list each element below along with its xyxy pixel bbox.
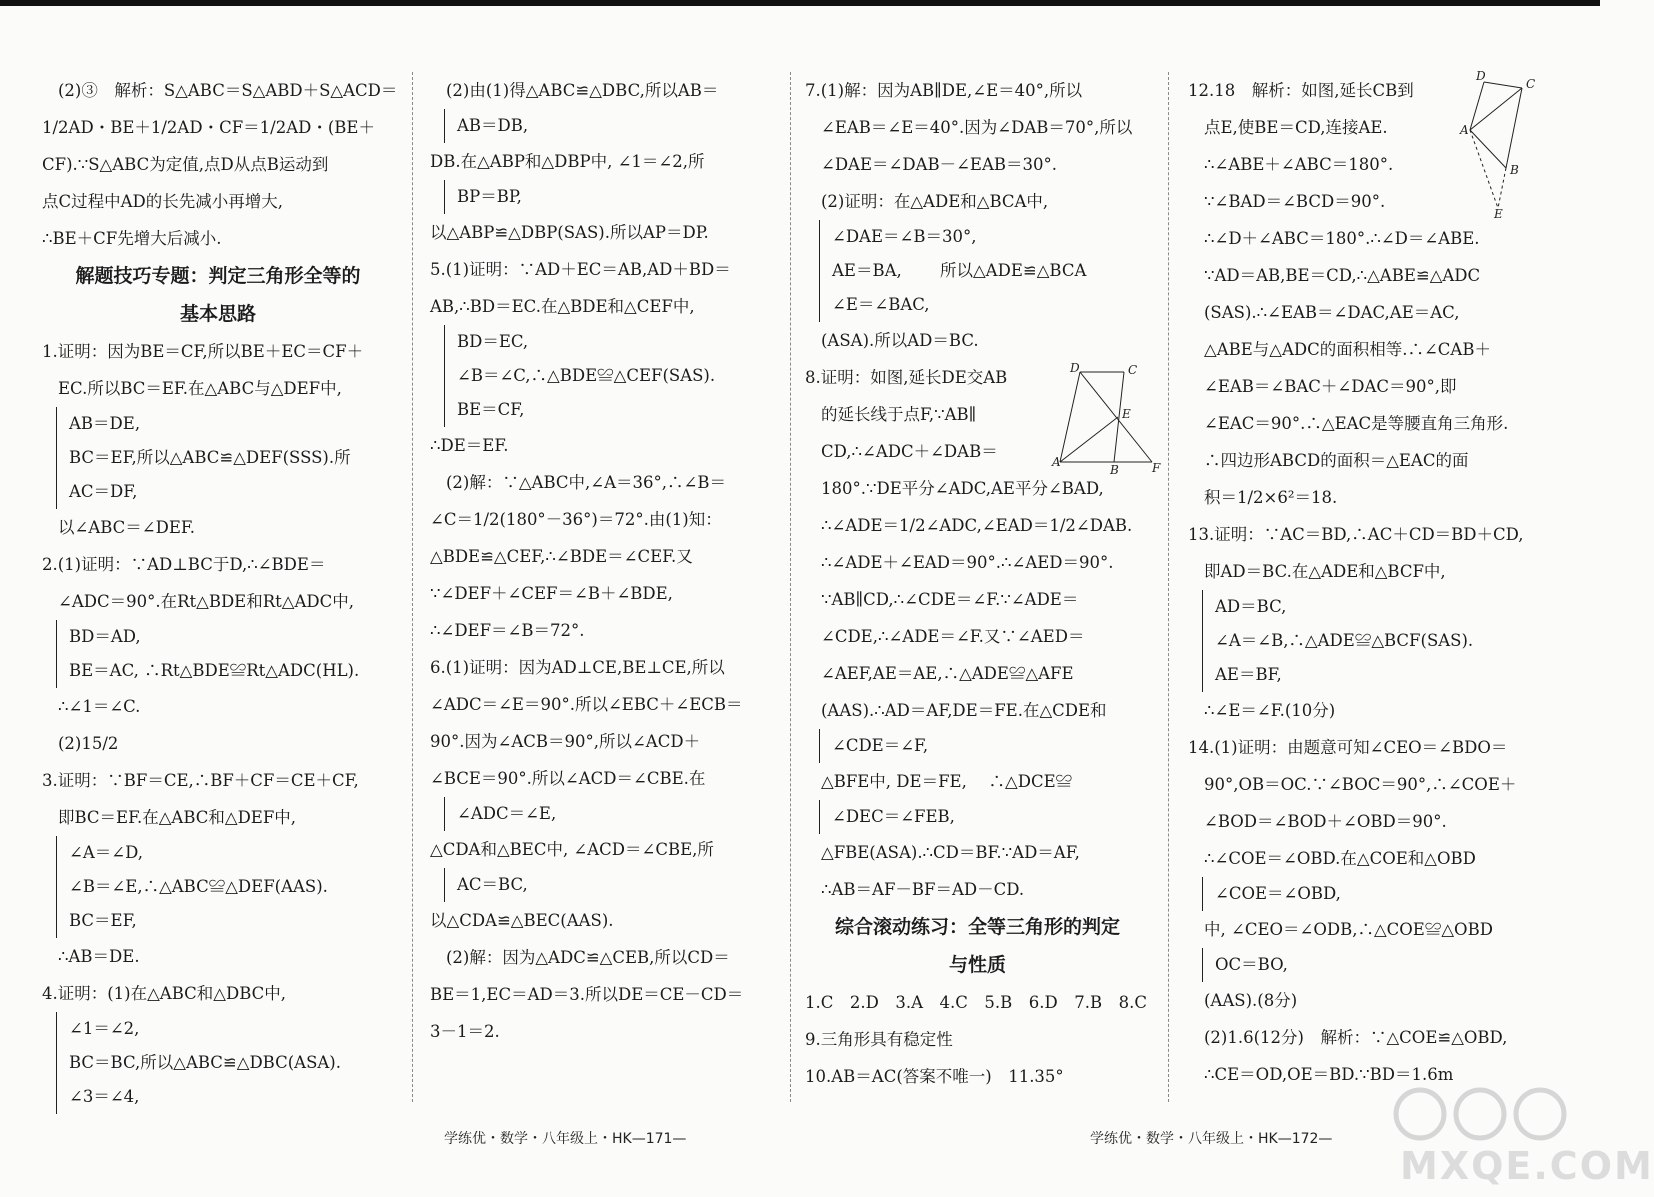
brace-line: ∠A＝∠B,∴△ADE≌△BCF(SAS). <box>1202 624 1543 658</box>
text-line: △BFE中, DE＝FE, ∴△DCE≌ <box>821 772 1073 791</box>
text-line: 7.(1)解：因为AB∥DE,∠E＝40°,所以 <box>805 81 1083 100</box>
section-heading: 与性质 <box>948 954 1006 976</box>
brace-line: ∠B＝∠E,∴△ABC≌△DEF(AAS). <box>56 870 394 904</box>
text-line: ∴∠ADE＋∠EAD＝90°.∴∠AED＝90°. <box>821 553 1114 572</box>
column-divider <box>412 72 413 1102</box>
fig8-label-d: D <box>1070 361 1080 375</box>
text-line: CF).∵S△ABC为定值,点D从点B运动到 <box>42 155 329 174</box>
text-line: ∠EAB＝∠E＝40°.因为∠DAB＝70°,所以 <box>821 118 1133 137</box>
text-line: 3－1＝2. <box>430 1022 500 1041</box>
brace-line: BC＝EF, <box>56 904 394 938</box>
text-line: 即AD＝BC.在△ADE和△BCF中, <box>1204 562 1446 581</box>
text-line: △FBE(ASA).∴CD＝BF.∵AD＝AF, <box>821 843 1080 862</box>
fig12-label-a: A <box>1460 123 1469 137</box>
brace-line: ∠A＝∠D, <box>56 836 394 870</box>
brace-line: AC＝BC, <box>444 868 780 902</box>
column-3 <box>805 72 1150 1095</box>
brace-line: ∠DAE＝∠B＝30°, <box>819 220 1150 254</box>
text-line: 以△ABP≌△DBP(SAS).所以AP＝DP. <box>430 223 709 242</box>
fig8-label-a: A <box>1052 455 1061 469</box>
text-line: ∠ADC＝90°.在Rt△BDE和Rt△ADC中, <box>58 592 354 611</box>
text-line: ∴∠E＝∠F.(10分) <box>1204 701 1336 720</box>
text-line: 5.(1)证明：∵AD＋EC＝AB,AD＋BD＝ <box>430 260 731 279</box>
text-line: ∵AB∥CD,∴∠CDE＝∠F.∵∠ADE＝ <box>821 590 1079 609</box>
text-line: 90°,OB＝OC.∵∠BOC＝90°,∴∠COE＋ <box>1204 775 1517 794</box>
brace-line: ∠COE＝∠OBD, <box>1202 877 1543 911</box>
brace-line: AB＝DE, <box>56 407 394 441</box>
figure-problem-8 <box>1052 361 1164 477</box>
brace-line: BC＝BC,所以△ABC≌△DBC(ASA). <box>56 1046 394 1080</box>
page-footer-right: 学练优・数学・八年级上・HK—172— <box>1090 1131 1333 1147</box>
brace-line: BC＝EF,所以△ABC≌△DEF(SSS).所 <box>56 441 394 475</box>
text-line: (AAS).(8分) <box>1204 991 1298 1010</box>
text-line: 8.证明：如图,延长DE交AB <box>805 368 1008 387</box>
fig12-label-c: C <box>1526 77 1536 91</box>
text-line: 2.(1)证明：∵AD⊥BC于D,∴∠BDE＝ <box>42 555 326 574</box>
text-line: ∴CE＝OD,OE＝BD.∵BD＝1.6m <box>1204 1065 1454 1084</box>
fig12-label-e: E <box>1494 207 1503 221</box>
column-divider <box>1168 72 1169 1102</box>
text-line: (2)1.6(12分) 解析：∵△COE≌△OBD, <box>1204 1028 1508 1047</box>
text-line: ∵∠BAD＝∠BCD＝90°. <box>1204 192 1386 211</box>
brace-line: ∠CDE＝∠F, <box>819 729 1150 763</box>
figure-problem-12 <box>1460 68 1560 221</box>
text-line: ∠BOD＝∠BOD＋∠OBD＝90°. <box>1204 812 1447 831</box>
watermark-text: MXQE.COM <box>1400 1144 1654 1188</box>
text-line: (2)证明：在△ADE和△BCA中, <box>821 192 1049 211</box>
text-line: ∠ADC＝∠E＝90°.所以∠EBC＋∠ECB＝ <box>430 695 743 714</box>
text-line: AB,∴BD＝EC.在△BDE和△CEF中, <box>430 297 695 316</box>
brace-line: BD＝EC, <box>444 325 780 359</box>
brace-line: BE＝AC, ∴Rt△BDE≌Rt△ADC(HL). <box>56 654 394 688</box>
text-line: ∠EAB＝∠BAC＋∠DAC＝90°,即 <box>1204 377 1457 396</box>
text-line: (2)15/2 <box>58 734 119 753</box>
text-line: △ABE与△ADC的面积相等.∴∠CAB＋ <box>1204 340 1491 359</box>
text-line: ∴BE＋CF先增大后减小. <box>42 229 222 248</box>
brace-line: BD＝AD, <box>56 620 394 654</box>
text-line: 9.三角形具有稳定性 <box>805 1030 953 1049</box>
fig8-label-f: F <box>1152 461 1161 475</box>
text-line: (2)③ 解析：S△ABC＝S△ABD＋S△ACD＝ <box>58 81 398 100</box>
text-line: ∴∠DEF＝∠B＝72°. <box>430 621 585 640</box>
brace-line: AE＝BA, 所以△ADE≌△BCA <box>819 254 1150 288</box>
text-line: 12.18 解析：如图,延长CB到 <box>1188 81 1414 100</box>
text-line: (AAS).∴AD＝AF,DE＝FE.在△CDE和 <box>821 701 1107 720</box>
text-line: 1.C 2.D 3.A 4.C 5.B 6.D 7.B 8.C <box>805 993 1147 1012</box>
brace-line: AE＝BF, <box>1202 658 1543 692</box>
text-line: CD,∴∠ADC＋∠DAB＝ <box>821 442 998 461</box>
text-line: ∴∠1＝∠C. <box>58 697 141 716</box>
brace-line: AD＝BC, <box>1202 590 1543 624</box>
brace-line: ∠DEC＝∠FEB, <box>819 800 1150 834</box>
text-line: (ASA).所以AD＝BC. <box>821 331 979 350</box>
text-line: ∠CDE,∴∠ADE＝∠F.又∵∠AED＝ <box>821 627 1085 646</box>
column-2 <box>430 72 780 1050</box>
text-line: 点E,使BE＝CD,连接AE. <box>1204 118 1388 137</box>
text-line: 10.AB＝AC(答案不唯一) 11.35° <box>805 1067 1064 1086</box>
text-line: △CDA和△BEC中, ∠ACD＝∠CBE,所 <box>430 840 714 859</box>
text-line: ∴四边形ABCD的面积＝△EAC的面 <box>1204 451 1469 470</box>
text-line: ∠EAC＝90°.∴△EAC是等腰直角三角形. <box>1204 414 1509 433</box>
brace-line: AB＝DB, <box>444 109 780 143</box>
text-line: (2)解：∵△ABC中,∠A＝36°,∴∠B＝ <box>446 473 726 492</box>
text-line: ∠AEF,AE＝AE,∴△ADE≌△AFE <box>821 664 1074 683</box>
text-line: 6.(1)证明：因为AD⊥CE,BE⊥CE,所以 <box>430 658 725 677</box>
text-line: ∴∠D＋∠ABC＝180°.∴∠D＝∠ABE. <box>1204 229 1480 248</box>
text-line: EC.所以BC＝EF.在△ABC与△DEF中, <box>58 379 342 398</box>
brace-line: ∠B＝∠C,∴△BDE≌△CEF(SAS). <box>444 359 780 393</box>
text-line: 以∠ABC＝∠DEF. <box>58 518 196 537</box>
section-heading: 基本思路 <box>179 303 256 325</box>
brace-line: ∠3＝∠4, <box>56 1080 394 1114</box>
text-line: 180°.∵DE平分∠ADC,AE平分∠BAD, <box>821 479 1104 498</box>
brace-line: AC＝DF, <box>56 475 394 509</box>
section-heading: 综合滚动练习：全等三角形的判定 <box>834 916 1120 938</box>
text-line: (2)由(1)得△ABC≌△DBC,所以AB＝ <box>446 81 719 100</box>
section-heading: 解题技巧专题：判定三角形全等的 <box>75 265 361 287</box>
text-line: 13.证明：∵AC＝BD,∴AC＋CD＝BD＋CD, <box>1188 525 1524 544</box>
brace-line: ∠1＝∠2, <box>56 1012 394 1046</box>
text-line: ∴AB＝DE. <box>58 947 140 966</box>
top-border <box>0 0 1600 6</box>
text-line: (2)解：因为△ADC≌△CEB,所以CD＝ <box>446 948 730 967</box>
fig8-label-e: E <box>1122 407 1131 421</box>
text-line: △BDE≌△CEF,∴∠BDE＝∠CEF.又 <box>430 547 693 566</box>
text-line: DB.在△ABP和△DBP中, ∠1＝∠2,所 <box>430 152 705 171</box>
text-line: 90°.因为∠ACB＝90°,所以∠ACD＋ <box>430 732 701 751</box>
text-line: 以△CDA≌△BEC(AAS). <box>430 911 614 930</box>
fig8-label-c: C <box>1128 363 1138 377</box>
text-line: 3.证明：∵BF＝CE,∴BF＋CF＝CE＋CF, <box>42 771 359 790</box>
watermark-logo-icon <box>1380 1080 1580 1150</box>
text-line: 点C过程中AD的长先减小再增大, <box>42 192 284 211</box>
fig12-label-b: B <box>1510 163 1519 177</box>
brace-line: ∠ADC＝∠E, <box>444 797 780 831</box>
page-footer-left: 学练优・数学・八年级上・HK—171— <box>444 1131 687 1147</box>
text-line: 即BC＝EF.在△ABC和△DEF中, <box>58 808 297 827</box>
brace-line: OC＝BO, <box>1202 948 1543 982</box>
fig12-label-d: D <box>1476 69 1486 83</box>
column-4 <box>1188 72 1543 1093</box>
text-line: ∴∠COE＝∠OBD.在△COE和△OBD <box>1204 849 1476 868</box>
text-line: 的延长线于点F,∵AB∥ <box>821 405 977 424</box>
fig8-label-b: B <box>1110 463 1119 477</box>
text-line: 1.证明：因为BE＝CF,所以BE＋EC＝CF＋ <box>42 342 364 361</box>
brace-line: BP＝BP, <box>444 180 780 214</box>
text-line: 14.(1)证明：由题意可知∠CEO＝∠BDO＝ <box>1188 738 1508 757</box>
text-line: BE＝1,EC＝AD＝3.所以DE＝CE－CD＝ <box>430 985 744 1004</box>
brace-line: ∠E＝∠BAC, <box>819 288 1150 322</box>
text-line: ∠C＝1/2(180°－36°)＝72°.由(1)知： <box>430 510 722 529</box>
text-line: 1/2AD・BE＋1/2AD・CF＝1/2AD・(BE＋ <box>42 118 375 137</box>
text-line: ∴AB＝AF－BF＝AD－CD. <box>821 880 1025 899</box>
text-line: ∠BCE＝90°.所以∠ACD＝∠CBE.在 <box>430 769 706 788</box>
column-divider <box>790 72 791 1102</box>
watermark <box>1380 1080 1654 1190</box>
text-line: ∴∠ADE＝1/2∠ADC,∠EAD＝1/2∠DAB. <box>821 516 1133 535</box>
text-line: ∴∠ABE＋∠ABC＝180°. <box>1204 155 1394 174</box>
text-line: 4.证明：(1)在△ABC和△DBC中, <box>42 984 286 1003</box>
text-line: (SAS).∴∠EAB＝∠DAC,AE＝AC, <box>1204 303 1460 322</box>
brace-line: BE＝CF, <box>444 393 780 427</box>
column-1 <box>42 72 398 1114</box>
text-line: ∵∠DEF＋∠CEF＝∠B＋∠BDE, <box>430 584 673 603</box>
text-line: ∴DE＝EF. <box>430 436 509 455</box>
text-line: 中, ∠CEO＝∠ODB,∴△COE≌△OBD <box>1204 920 1493 939</box>
text-line: ∵AD＝AB,BE＝CD,∴△ABE≌△ADC <box>1204 266 1481 285</box>
text-line: 积＝1/2×6²＝18. <box>1204 488 1338 507</box>
text-line: ∠DAE＝∠DAB－∠EAB＝30°. <box>821 155 1058 174</box>
